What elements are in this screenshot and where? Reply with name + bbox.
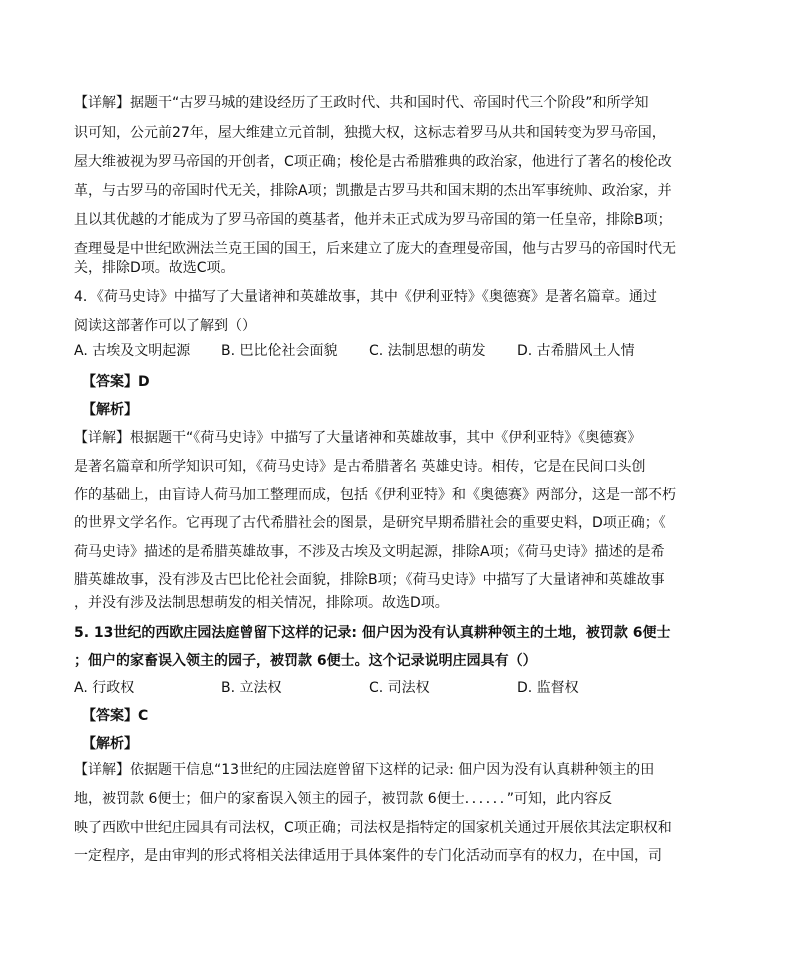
- detail-line: 【详解】据题干“古罗马城的建设经历了王政时代、共和国时代、帝国时代三个阶段”和所学知: [74, 95, 649, 111]
- question-4-detail-line: 荷马史诗》描述的是希腊英雄故事，不涉及古埃及文明起源，排除A项；《荷马史诗》描述的是希: [74, 544, 665, 560]
- detail-line: 革，与古罗马的帝国时代无关，排除A项；凯撒是古罗马共和国末期的杰出军事统帅、政治家，并: [74, 183, 672, 199]
- question-4-answer: 【答案】D: [82, 374, 150, 390]
- detail-line: 关，排除D项。故选C项。: [74, 260, 235, 276]
- question-4-analysis-label: 【解析】: [82, 402, 138, 418]
- question-5-detail-line: 地，被罚款 6便士；佃户的家畜误入领主的园子，被罚款 6便士．．．．．．”可知，此内容反: [74, 791, 612, 807]
- question-4-detail-line: 作的基础上，由盲诗人荷马加工整理而成，包括《伊利亚特》和《奥德赛》两部分，这是一部不朽: [74, 487, 676, 503]
- question-4-stem: 阅读这部著作可以了解到（）: [74, 318, 256, 334]
- question-5-stem: 5. 13世纪的西欧庄园法庭曾留下这样的记录: 佃户因为没有认真耕种领主的土地，被罚款 6便士: [74, 625, 671, 641]
- detail-line: 识可知，公元前27年，屋大维建立元首制，独揽大权，这标志着罗马从共和国转变为罗马帝国，: [74, 125, 666, 141]
- question-4-detail-line: 的世界文学名作。它再现了古代希腊社会的图景，是研究早期希腊社会的重要史料，D项正确；《: [74, 515, 666, 531]
- question-5-option-b: B. 立法权: [221, 680, 282, 696]
- question-4-detail-line: 是著名篇章和所学知识可知，《荷马史诗》是古希腊著名 英雄史诗。相传，它是在民间口头创: [74, 459, 646, 475]
- question-5-detail-line: 【详解】依据题干信息“13世纪的庄园法庭曾留下这样的记录: 佃户因为没有认真耕种领主的田: [74, 762, 655, 778]
- question-5-detail-line: 一定程序，是由审判的形式将相关法律适用于具体案件的专门化活动而享有的权力，在中国，司: [74, 848, 662, 864]
- question-4-option-d: D. 古希腊风土人情: [517, 343, 635, 359]
- question-4-option-c: C. 法制思想的萌发: [369, 343, 486, 359]
- question-5-analysis-label: 【解析】: [82, 736, 138, 752]
- detail-line: 且以其优越的才能成为了罗马帝国的奠基者，他并未正式成为罗马帝国的第一任皇帝，排除B项；: [74, 212, 672, 228]
- question-4-option-b: B. 巴比伦社会面貌: [221, 343, 338, 359]
- question-4-option-a: A. 古埃及文明起源: [74, 343, 191, 359]
- question-5-stem: ；佃户的家畜误入领主的园子，被罚款 6便士。这个记录说明庄园具有（）: [74, 653, 537, 669]
- detail-line: 查理曼是中世纪欧洲法兰克王国的国王，后来建立了庞大的查理曼帝国，他与古罗马的帝国时代无: [74, 241, 676, 257]
- question-4-detail-line: 腊英雄故事，没有涉及古巴比伦社会面貌，排除B项；《荷马史诗》中描写了大量诸神和英雄故事: [74, 572, 665, 588]
- question-5-option-c: C. 司法权: [369, 680, 430, 696]
- question-5-answer: 【答案】C: [82, 708, 149, 724]
- question-4-detail-line: 【详解】根据题干“《荷马史诗》中描写了大量诸神和英雄故事，其中《伊利亚特》《奥德赛》: [74, 430, 642, 446]
- question-4-stem: 4．《荷马史诗》中描写了大量诸神和英雄故事，其中《伊利亚特》《奥德赛》是著名篇章。通过: [74, 289, 657, 305]
- detail-line: 屋大维被视为罗马帝国的开创者，C项正确；梭伦是古希腊雅典的政治家，他进行了著名的梭伦改: [74, 154, 672, 170]
- question-5-detail-line: 映了西欧中世纪庄园具有司法权，C项正确；司法权是指特定的国家机关通过开展依其法定职权和: [74, 820, 672, 836]
- question-5-option-a: A. 行政权: [74, 680, 135, 696]
- question-5-option-d: D. 监督权: [517, 680, 579, 696]
- question-4-detail-line: ，并没有涉及法制思想萌发的相关情况，排除项。故选D项。: [74, 595, 449, 611]
